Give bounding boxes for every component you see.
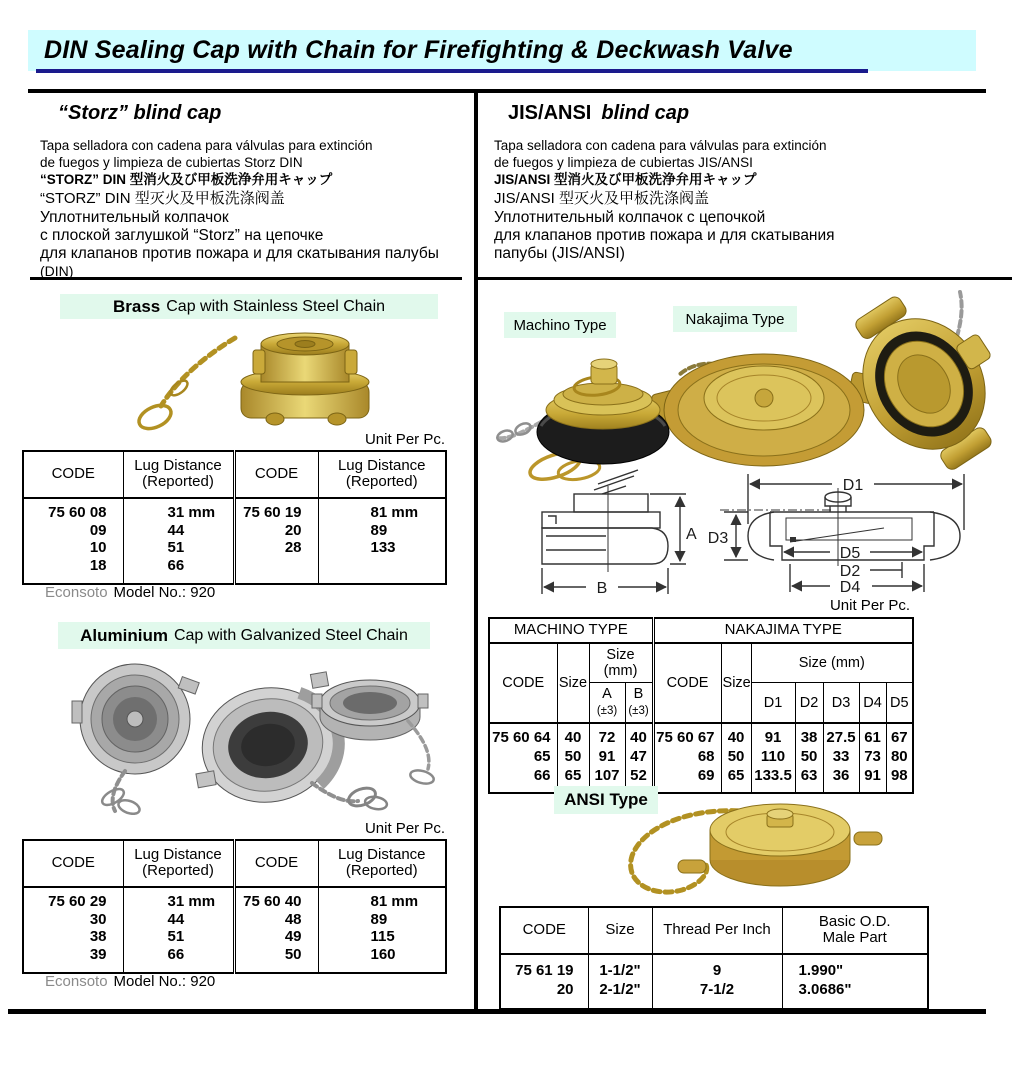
aluminium-label-rest: Cap with Galvanized Steel Chain xyxy=(173,626,408,644)
column-header-lug: Lug Distance (Reported) xyxy=(318,840,446,887)
alu-cap-angled xyxy=(182,672,347,815)
desc-line-ja: “STORZ” DIN 型消火及び甲板洗浄弁用キャップ xyxy=(40,172,333,187)
table-row: 75 60 08 31 mm 75 60 19 81 mm xyxy=(23,498,446,522)
machino-nakajima-table xyxy=(488,617,914,794)
column-header-d5: D5 xyxy=(886,683,913,724)
table-row: 39 66 50 160 xyxy=(23,946,446,974)
nakajima-type-label: Nakajima Type xyxy=(673,306,797,332)
desc-line-es-1: Tapa selladora con cadena para válvulas para extinción xyxy=(40,138,373,153)
desc-line-ru-1: Уплотнительный колпачок xyxy=(40,209,229,226)
machino-type-label: Machino Type xyxy=(504,312,616,338)
aluminium-material-label: Aluminium xyxy=(80,625,168,645)
column-header-thread: Thread Per Inch xyxy=(652,907,782,954)
jis-ansi-description xyxy=(494,137,994,263)
ansi-type-label: ANSI Type xyxy=(554,786,658,814)
title-band xyxy=(28,30,976,71)
jis-ansi-heading-main: JIS/ANSI xyxy=(508,102,592,124)
desc-line-es-2: de fuegos y limpieza de cubiertas Storz DIN xyxy=(40,155,303,170)
machino-type-title: MACHINO TYPE xyxy=(489,618,653,643)
aluminium-section-label xyxy=(58,622,430,649)
desc-line-ja: JIS/ANSI 型消火及び甲板洗浄弁用キャップ xyxy=(494,172,757,187)
column-header-code: CODE xyxy=(500,907,588,954)
ansi-table xyxy=(499,906,929,1010)
column-header-d2: D2 xyxy=(795,683,823,724)
table-row: 09 44 20 89 xyxy=(23,522,446,540)
nakajima-type-title: NAKAJIMA TYPE xyxy=(653,618,913,643)
column-header-size: Size xyxy=(721,643,751,723)
right-section-divider xyxy=(478,277,1012,280)
column-header-b: B (±3) xyxy=(625,683,653,724)
brass-section-label xyxy=(60,294,438,319)
aluminium-caps-photo xyxy=(40,655,440,815)
column-header-d3: D3 xyxy=(823,683,859,724)
unit-per-pc-label-2: Unit Per Pc. xyxy=(364,820,445,837)
table-row: 10 51 28 133 xyxy=(23,539,446,557)
column-header-code: CODE xyxy=(489,643,557,723)
column-header-d4: D4 xyxy=(859,683,886,724)
table-header-row xyxy=(23,451,446,498)
table-row: 75 60 29 31 mm 75 60 40 81 mm xyxy=(23,887,446,911)
desc-line-ru-3: папубы (JIS/ANSI) xyxy=(494,245,625,262)
column-header-size: Size xyxy=(557,643,589,723)
column-header-lug: Lug Distance (Reported) xyxy=(318,451,446,498)
chain-icon xyxy=(135,338,235,433)
column-header-od: Basic O.D. Male Part xyxy=(782,907,928,954)
desc-line-ru-2: для клапанов против пожара и для скатывания xyxy=(494,227,835,244)
storz-brass-table xyxy=(22,450,447,585)
column-header-d1: D1 xyxy=(751,683,795,724)
storz-description xyxy=(40,137,470,279)
table-row: 20 2-1/2" 7-1/2 3.0686" xyxy=(500,980,928,1009)
table-row: 66 65 107 52 69 65 133.5 63 36 91 98 xyxy=(489,766,913,793)
column-header-a: A (±3) xyxy=(589,683,625,724)
jis-ansi-heading-italic: blind cap xyxy=(601,102,690,124)
dim-label-d1: D1 xyxy=(842,477,864,494)
column-header-size-mm: Size (mm) xyxy=(751,643,913,683)
nakajima-cap-flat xyxy=(651,354,879,466)
title-underline xyxy=(36,69,868,73)
desc-line-ru-3: для клапанов против пожара и для скатывания палубы xyxy=(40,245,439,262)
brass-cap-photo xyxy=(85,322,375,434)
dim-label-d2: D2 xyxy=(839,563,861,580)
ansi-cap-body xyxy=(678,804,882,886)
column-header-code: CODE xyxy=(234,840,318,887)
desc-line-ru-2: с плоской заглушкой “Storz” на цепочке xyxy=(40,227,324,244)
econsoto-note-2: Econsoto Model No.: 920 xyxy=(45,973,216,990)
desc-line-zh: “STORZ” DIN 型灭火及甲板洗涤阀盖 xyxy=(40,190,285,207)
table-row: 38 51 49 115 xyxy=(23,928,446,946)
table-header-row xyxy=(500,907,928,954)
desc-line-zh: JIS/ANSI 型灭火及甲板洗涤阀盖 xyxy=(494,190,710,207)
unit-per-pc-label-3: Unit Per Pc. xyxy=(829,597,910,614)
dim-label-d3: D3 xyxy=(707,530,729,547)
dim-label-d5: D5 xyxy=(839,545,861,562)
desc-line-ru-1: Уплотнительный колпачок с цепочкой xyxy=(494,209,766,226)
page-title: DIN Sealing Cap with Chain for Firefighting & Deckwash Valve xyxy=(44,36,793,64)
econsoto-note-1: Econsoto Model No.: 920 xyxy=(45,584,216,601)
storz-aluminium-table xyxy=(22,839,447,974)
brass-material-label: Brass xyxy=(112,296,161,316)
table-row: 30 44 48 89 xyxy=(23,911,446,929)
dim-label-a: A xyxy=(686,526,697,543)
machino-cap-body xyxy=(537,359,669,464)
table-header-row xyxy=(489,643,913,683)
machino-drawing xyxy=(542,470,686,594)
table-row: 65 50 91 47 68 50 110 50 33 73 80 xyxy=(489,747,913,766)
desc-line-es-2: de fuegos y limpieza de cubiertas JIS/ANSI xyxy=(494,155,753,170)
column-header-lug: Lug Distance (Reported) xyxy=(123,840,234,887)
dimension-diagrams xyxy=(486,466,1010,602)
unit-per-pc-label-1: Unit Per Pc. xyxy=(364,431,445,448)
table-row: 75 60 64 40 72 40 75 60 67 40 91 38 27.5 61 67 xyxy=(489,723,913,747)
table-title-row xyxy=(489,618,913,643)
alu-cap-front xyxy=(72,664,199,815)
storz-heading: “Storz” blind cap xyxy=(58,102,222,124)
column-header-code: CODE xyxy=(653,643,721,723)
table-row: 18 66 xyxy=(23,557,446,585)
desc-line-din: (DIN) xyxy=(40,263,74,279)
column-header-lug: Lug Distance (Reported) xyxy=(123,451,234,498)
jis-ansi-heading xyxy=(508,102,689,125)
dim-label-b: B xyxy=(596,580,608,597)
column-header-code: CODE xyxy=(23,840,123,887)
brass-label-rest: Cap with Stainless Steel Chain xyxy=(166,297,386,315)
column-header-code: CODE xyxy=(234,451,318,498)
top-divider xyxy=(28,89,986,93)
table-header-row xyxy=(23,840,446,887)
center-divider xyxy=(474,89,478,1012)
dim-label-d4: D4 xyxy=(839,579,861,596)
storz-cap-body xyxy=(241,333,369,425)
column-header-code: CODE xyxy=(23,451,123,498)
desc-line-es-1: Tapa selladora con cadena para válvulas para extinción xyxy=(494,138,827,153)
column-header-size: Size xyxy=(588,907,652,954)
column-header-size-mm: Size (mm) xyxy=(589,643,653,683)
table-row: 75 61 19 1-1/2" 9 1.990" xyxy=(500,954,928,980)
